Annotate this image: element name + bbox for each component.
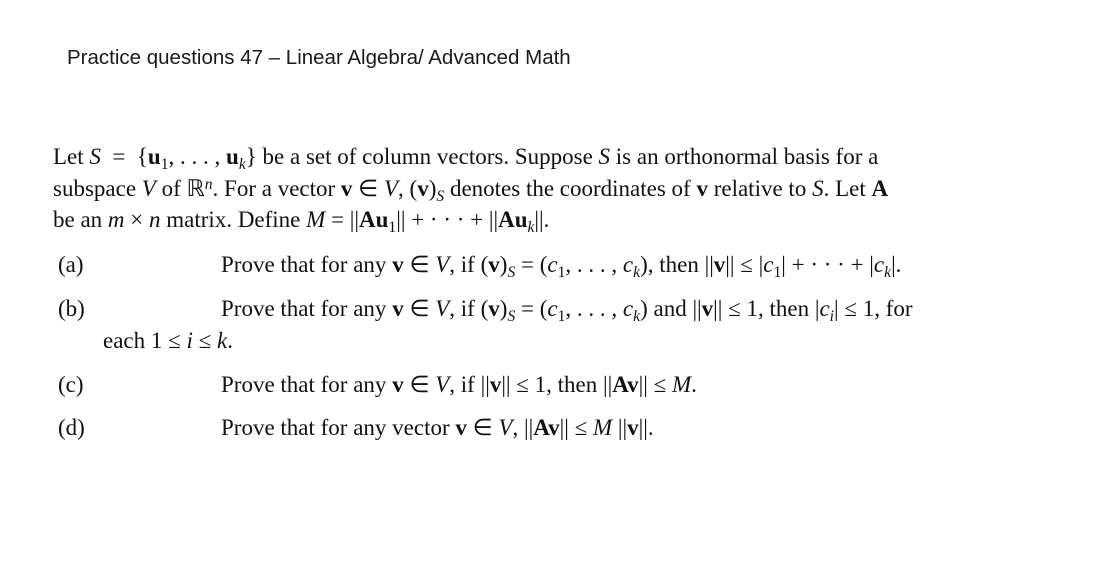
question-c-label: (c) [58, 372, 84, 397]
intro-line-2: subspace V of ℝ$^n$. For a vector v ∈ V, $(v)_S$ denotes the coordinates of v relative to S. Let A [53, 175, 889, 205]
intro-line-1: Let $S = \{u_1$, . . . , $u_k$} be a set of column vectors. Suppose S is an orthonormal basis for a [53, 144, 879, 173]
question-c-text: Prove that for any v ∈ V, if ||v|| ≤ 1, then ||Av|| ≤ M. [221, 372, 697, 397]
question-b-text: Prove that for any v ∈ V, if $(v)_S = (c_1$, . . . , $c_k$) and ||v|| ≤ 1, then $|c_i| \le 1$, for [221, 296, 913, 325]
question-b-continuation: each 1 ≤ i ≤ k. [103, 328, 233, 353]
question-d-text: Prove that for any vector v ∈ V, ||Av|| ≤ M ||v||. [221, 415, 654, 440]
question-a-text: Prove that for any v ∈ V, if $(v)_S = (c_1$, . . . , $c_k$), then $||v|| \le |c_1|$ + · · · + $|c_k|$. [221, 252, 902, 281]
intro-line-3: be an m × n matrix. Define $M = ||Au_1||$ + · · · + $||Au_k||$. [53, 207, 550, 236]
question-a-label: (a) [58, 252, 84, 277]
question-b-label: (b) [58, 296, 85, 321]
page-title: Practice questions 47 – Linear Algebra/ Advanced Math [67, 46, 571, 69]
problem-statement [53, 141, 1053, 236]
question-d-label: (d) [58, 415, 85, 440]
